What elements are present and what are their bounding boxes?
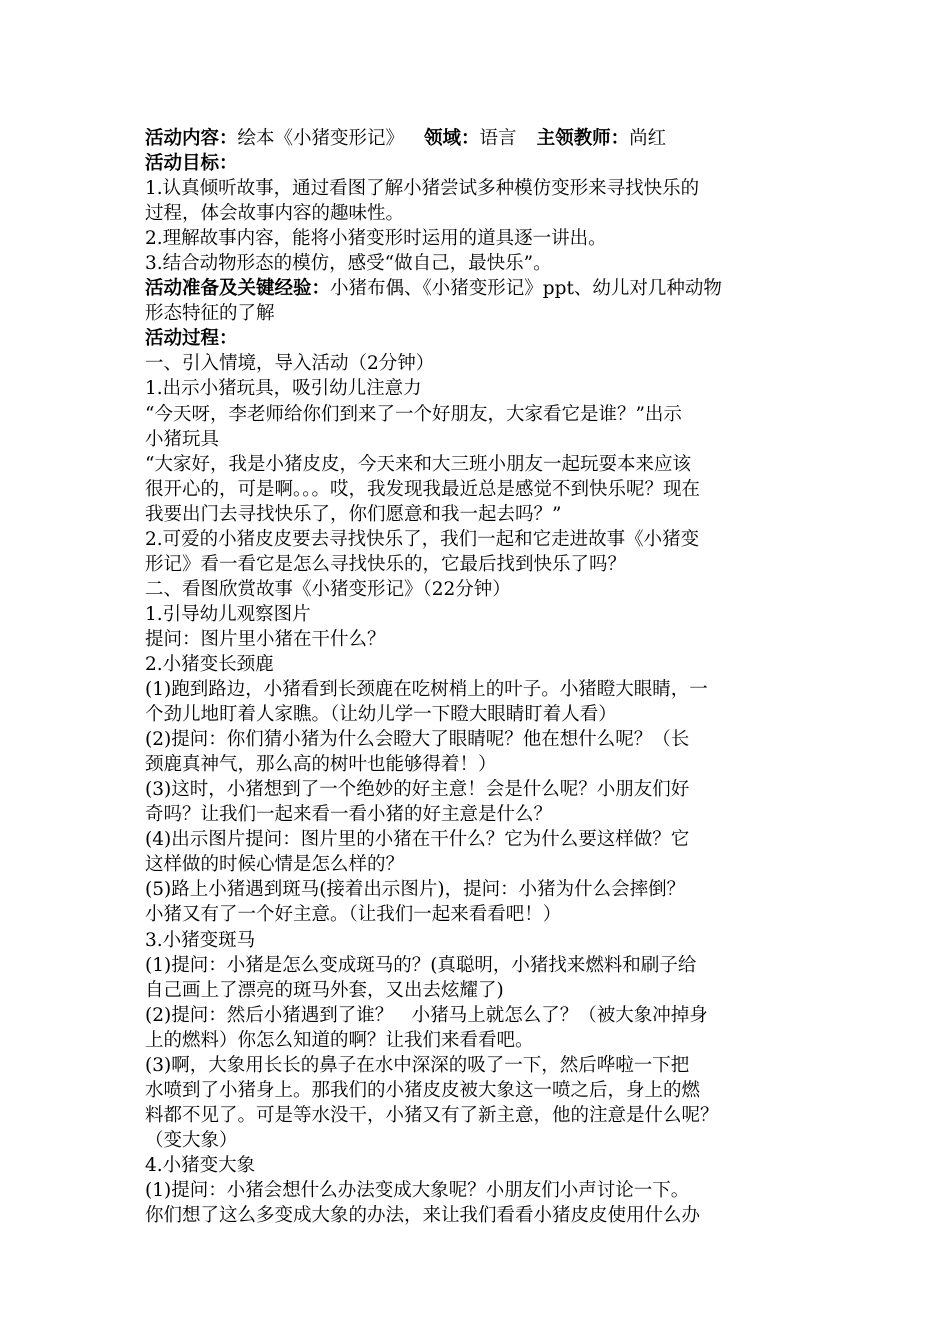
- field-label: 领域：: [424, 128, 480, 149]
- process-line: 3.小猪变斑马: [145, 929, 256, 951]
- teacher-label: 主领教师：: [536, 128, 630, 149]
- field-value: 语言: [479, 128, 517, 149]
- process-line: (3)啊，大象用长长的鼻子在水中深深的吸了一下，然后哗啦一下把: [145, 1054, 690, 1076]
- process-line: 自己画上了漂亮的斑马外套，又出去炫耀了): [145, 979, 504, 1001]
- process-line: 2.小猪变长颈鹿: [145, 653, 274, 675]
- process-line: 1.引导幼儿观察图片: [145, 603, 311, 625]
- process-line: (3)这时，小猪想到了一个绝妙的好主意！会是什么呢？小朋友们好: [145, 779, 690, 801]
- process-line: 小猪玩具: [145, 428, 220, 450]
- process-line: 小猪又有了一个好主意。（让我们一起来看看吧！）: [145, 904, 562, 926]
- process-line: 4.小猪变大象: [145, 1154, 256, 1176]
- teacher-value: 尚红: [629, 128, 667, 149]
- process-line: (4)出示图片提问：图片里的小猪在干什么？它为什么要这样做？它: [145, 829, 690, 851]
- activity-header: [145, 126, 815, 151]
- process-line: 颈鹿真神气，那么高的树叶也能够得着！）: [145, 754, 497, 776]
- process-line: “今天呀，李老师给你们到来了一个好朋友，大家看它是谁？”出示: [145, 403, 682, 425]
- goal-line: 2.理解故事内容，能将小猪变形时运用的道具逐一讲出。: [145, 228, 607, 250]
- process-line: 提问：图片里小猪在干什么？: [145, 628, 386, 650]
- process-line: 料都不见了。可是等水没干，小猪又有了新主意，他的注意是什么呢？: [145, 1104, 719, 1126]
- goal-line: 1.认真倾听故事，通过看图了解小猪尝试多种模仿变形来寻找快乐的: [145, 178, 700, 200]
- process-line: 二、看图欣赏故事《小猪变形记》（22分钟）: [145, 578, 511, 600]
- process-line: （变大象）: [145, 1129, 238, 1151]
- process-line: 很开心的，可是啊。。。哎，我发现我最近总是感觉不到快乐呢？现在: [145, 478, 701, 500]
- process-line: 一、引入情境，导入活动（2分钟）: [145, 353, 435, 375]
- process-line: (2)提问：你们猜小猪为什么会瞪大了眼睛呢？他在想什么呢？（长: [145, 729, 690, 751]
- content-label: 活动内容：: [145, 128, 238, 149]
- prep-label: 活动准备及关键经验：: [145, 278, 331, 300]
- goal-line: 3.结合动物形态的模仿，感受“做自己，最快乐”。: [145, 253, 552, 275]
- process-line: 水喷到了小猪身上。那我们的小猪皮皮被大象这一喷之后，身上的燃: [145, 1079, 701, 1101]
- process-heading: 活动过程：: [145, 328, 238, 350]
- process-line: 上的燃料）你怎么知道的啊？让我们来看看吧。: [145, 1029, 534, 1051]
- prep-line: [145, 276, 815, 301]
- process-line: 个劲儿地盯着人家瞧。（让幼儿学一下瞪大眼睛盯着人看）: [145, 704, 617, 726]
- content-value: 绘本《小猪变形记》: [237, 128, 405, 149]
- goal-line: 过程，体会故事内容的趣味性。: [145, 203, 405, 225]
- prep-line: 形态特征的了解: [145, 303, 275, 325]
- process-line: 2.可爱的小猪皮皮要去寻找快乐了，我们一起和它走进故事《小猪变: [145, 528, 700, 550]
- process-line: 奇吗？让我们一起来看一看小猪的好主意是什么？: [145, 804, 553, 826]
- process-line: 你们想了这么多变成大象的办法，来让我们看看小猪皮皮使用什么办: [145, 1205, 701, 1227]
- process-line: “大家好，我是小猪皮皮，今天来和大三班小朋友一起玩耍本来应该: [145, 453, 691, 475]
- process-line: 1.出示小猪玩具，吸引幼儿注意力: [145, 378, 422, 400]
- process-line: (1)跑到路边，小猪看到长颈鹿在吃树梢上的叶子。小猪瞪大眼睛，一: [145, 679, 708, 701]
- process-line: (5)路上小猪遇到斑马(接着出示图片)，提问：小猪为什么会摔倒？: [145, 879, 686, 901]
- process-line: (2)提问：然后小猪遇到了谁？ 小猪马上就怎么了？（被大象冲掉身: [145, 1004, 708, 1026]
- prep-text: 小猪布偶、《小猪变形记》ppt、幼儿对几种动物: [330, 278, 722, 300]
- process-line: (1)提问：小猪会想什么办法变成大象呢？小朋友们小声讨论一下。: [145, 1179, 690, 1201]
- process-line: (1)提问：小猪是怎么变成斑马的？(真聪明，小猪找来燃料和刷子给: [145, 954, 697, 976]
- goals-heading: 活动目标：: [145, 153, 238, 175]
- process-line: 这样做的时候心情是怎么样的？: [145, 854, 405, 876]
- process-line: 形记》看一看它是怎么寻找快乐的，它最后找到快乐了吗？: [145, 553, 627, 575]
- document-page: [145, 126, 815, 1228]
- process-line: 我要出门去寻找快乐了，你们愿意和我一起去吗？”: [145, 503, 562, 525]
